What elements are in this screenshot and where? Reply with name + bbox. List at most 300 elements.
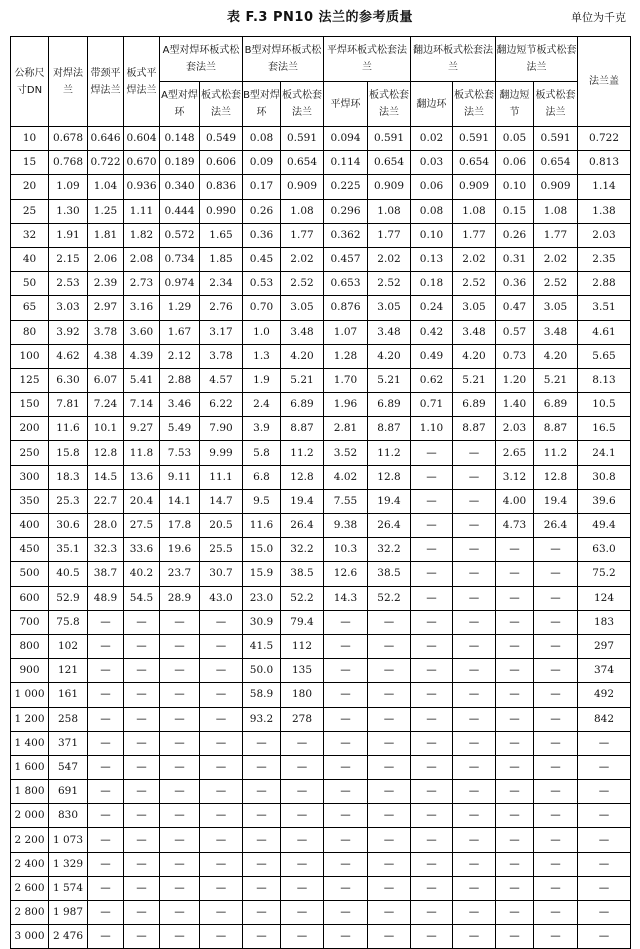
- table-cell: 2.88: [160, 368, 200, 392]
- table-cell: —: [534, 755, 578, 779]
- table-cell: 0.26: [496, 223, 534, 247]
- table-cell: 30.6: [49, 514, 88, 538]
- cell-dn: 32: [11, 223, 49, 247]
- cell-dn: 20: [11, 175, 49, 199]
- table-cell: —: [88, 707, 124, 731]
- table-cell: —: [534, 634, 578, 658]
- table-cell: 52.2: [368, 586, 411, 610]
- table-cell: —: [453, 901, 496, 925]
- table-cell: 547: [49, 755, 88, 779]
- table-cell: 5.21: [368, 368, 411, 392]
- table-cell: 0.653: [324, 272, 368, 296]
- table-cell: —: [124, 683, 160, 707]
- table-cell: 23.7: [160, 562, 200, 586]
- table-cell: 2.02: [534, 247, 578, 271]
- table-cell: 8.13: [578, 368, 631, 392]
- table-cell: —: [411, 876, 453, 900]
- cell-dn: 40: [11, 247, 49, 271]
- table-cell: 2.52: [368, 272, 411, 296]
- table-cell: —: [411, 659, 453, 683]
- table-cell: —: [200, 683, 243, 707]
- table-cell: —: [160, 876, 200, 900]
- table-cell: 2.06: [88, 247, 124, 271]
- table-cell: —: [453, 804, 496, 828]
- cell-dn: 300: [11, 465, 49, 489]
- table-row: [11, 223, 631, 247]
- table-cell: —: [124, 755, 160, 779]
- table-cell: 0.114: [324, 151, 368, 175]
- table-cell: 2.02: [368, 247, 411, 271]
- table-cell: 8.87: [281, 417, 324, 441]
- table-cell: 10.3: [324, 538, 368, 562]
- table-cell: 2.4: [243, 393, 281, 417]
- table-cell: 23.0: [243, 586, 281, 610]
- table-cell: 6.07: [88, 368, 124, 392]
- table-cell: —: [578, 755, 631, 779]
- table-row: [11, 683, 631, 707]
- table-cell: 8.87: [368, 417, 411, 441]
- table-cell: —: [453, 634, 496, 658]
- cell-dn: 50: [11, 272, 49, 296]
- table-cell: 124: [578, 586, 631, 610]
- table-cell: —: [411, 465, 453, 489]
- table-cell: —: [453, 586, 496, 610]
- table-cell: 52.9: [49, 586, 88, 610]
- table-cell: 1.04: [88, 175, 124, 199]
- table-cell: 4.38: [88, 344, 124, 368]
- header-group-b: B型对焊环板式松套法兰: [243, 37, 324, 82]
- table-cell: 11.6: [49, 417, 88, 441]
- table-cell: 0.18: [411, 272, 453, 296]
- table-cell: 102: [49, 634, 88, 658]
- table-cell: —: [281, 901, 324, 925]
- table-cell: —: [88, 901, 124, 925]
- table-cell: —: [368, 731, 411, 755]
- table-cell: 374: [578, 659, 631, 683]
- table-cell: 0.591: [368, 127, 411, 151]
- table-cell: —: [88, 876, 124, 900]
- table-row: [11, 320, 631, 344]
- table-cell: 20.5: [200, 514, 243, 538]
- table-cell: —: [368, 780, 411, 804]
- header-butt-weld: 对焊法兰: [49, 37, 88, 127]
- cell-dn: 10: [11, 127, 49, 151]
- table-cell: 0.09: [243, 151, 281, 175]
- table-cell: —: [453, 538, 496, 562]
- header-group-e-ring: 翻边短节: [496, 82, 534, 127]
- table-cell: —: [88, 755, 124, 779]
- table-cell: 3.78: [200, 344, 243, 368]
- table-cell: 11.2: [281, 441, 324, 465]
- table-cell: 183: [578, 610, 631, 634]
- table-cell: —: [160, 659, 200, 683]
- table-cell: 0.572: [160, 223, 200, 247]
- table-cell: —: [124, 610, 160, 634]
- table-cell: 1.29: [160, 296, 200, 320]
- table-cell: 7.90: [200, 417, 243, 441]
- table-cell: —: [578, 901, 631, 925]
- table-cell: 1.77: [453, 223, 496, 247]
- table-cell: 4.20: [281, 344, 324, 368]
- table-cell: 112: [281, 634, 324, 658]
- table-row: [11, 707, 631, 731]
- table-cell: —: [88, 634, 124, 658]
- table-cell: —: [160, 731, 200, 755]
- table-cell: 2.97: [88, 296, 124, 320]
- table-cell: 1 574: [49, 876, 88, 900]
- table-cell: —: [534, 731, 578, 755]
- table-cell: 1.9: [243, 368, 281, 392]
- table-cell: 3.92: [49, 320, 88, 344]
- table-cell: —: [534, 828, 578, 852]
- table-cell: —: [124, 852, 160, 876]
- table-cell: 14.1: [160, 489, 200, 513]
- table-cell: —: [453, 610, 496, 634]
- table-cell: 3.51: [578, 296, 631, 320]
- table-cell: —: [243, 780, 281, 804]
- table-cell: 19.4: [281, 489, 324, 513]
- cell-dn: 450: [11, 538, 49, 562]
- cell-dn: 250: [11, 441, 49, 465]
- table-cell: —: [200, 707, 243, 731]
- table-cell: 1.77: [368, 223, 411, 247]
- table-cell: 1.30: [49, 199, 88, 223]
- table-cell: 1.08: [368, 199, 411, 223]
- table-row: [11, 610, 631, 634]
- table-cell: 43.0: [200, 586, 243, 610]
- table-cell: 4.00: [496, 489, 534, 513]
- table-cell: 0.654: [534, 151, 578, 175]
- table-cell: —: [411, 562, 453, 586]
- table-cell: —: [534, 586, 578, 610]
- table-cell: 3.16: [124, 296, 160, 320]
- table-cell: 0.974: [160, 272, 200, 296]
- table-cell: —: [368, 925, 411, 949]
- table-cell: 830: [49, 804, 88, 828]
- table-cell: 54.5: [124, 586, 160, 610]
- table-cell: 4.02: [324, 465, 368, 489]
- table-cell: 0.670: [124, 151, 160, 175]
- table-cell: 2.52: [534, 272, 578, 296]
- table-cell: 0.734: [160, 247, 200, 271]
- cell-dn: 100: [11, 344, 49, 368]
- table-cell: 19.4: [534, 489, 578, 513]
- table-cell: —: [496, 659, 534, 683]
- table-cell: 0.53: [243, 272, 281, 296]
- table-row: [11, 876, 631, 900]
- table-cell: —: [124, 780, 160, 804]
- header-group-d-ring: 翻边环: [411, 82, 453, 127]
- table-cell: —: [124, 828, 160, 852]
- table-cell: —: [534, 780, 578, 804]
- table-cell: —: [411, 634, 453, 658]
- table-cell: 1.08: [453, 199, 496, 223]
- table-cell: 2.08: [124, 247, 160, 271]
- table-cell: 4.20: [534, 344, 578, 368]
- table-cell: —: [281, 876, 324, 900]
- table-cell: —: [496, 852, 534, 876]
- table-cell: —: [496, 925, 534, 949]
- table-cell: 1.0: [243, 320, 281, 344]
- table-cell: 4.20: [368, 344, 411, 368]
- table-cell: —: [124, 925, 160, 949]
- table-row: [11, 368, 631, 392]
- table-cell: 50.0: [243, 659, 281, 683]
- table-cell: 4.61: [578, 320, 631, 344]
- table-title: 表 F.3 PN10 法兰的参考质量: [226, 10, 414, 25]
- table-cell: 39.6: [578, 489, 631, 513]
- table-cell: —: [453, 707, 496, 731]
- table-cell: 1.20: [496, 368, 534, 392]
- table-cell: 9.99: [200, 441, 243, 465]
- table-cell: —: [496, 562, 534, 586]
- table-cell: 0.15: [496, 199, 534, 223]
- header-group-e-plate: 板式松套法兰: [534, 82, 578, 127]
- table-cell: 40.2: [124, 562, 160, 586]
- table-row: [11, 828, 631, 852]
- table-cell: 0.909: [453, 175, 496, 199]
- table-cell: —: [160, 634, 200, 658]
- table-row: [11, 562, 631, 586]
- table-cell: 9.5: [243, 489, 281, 513]
- table-cell: —: [411, 586, 453, 610]
- table-cell: 3.48: [534, 320, 578, 344]
- table-cell: 0.10: [496, 175, 534, 199]
- header-group-b-plate: 板式松套法兰: [281, 82, 324, 127]
- table-cell: 1.67: [160, 320, 200, 344]
- table-cell: —: [200, 780, 243, 804]
- table-row: [11, 441, 631, 465]
- table-cell: —: [243, 828, 281, 852]
- table-cell: —: [534, 707, 578, 731]
- cell-dn: 2 600: [11, 876, 49, 900]
- table-cell: —: [160, 755, 200, 779]
- table-cell: 8.87: [534, 417, 578, 441]
- table-cell: 1.25: [88, 199, 124, 223]
- table-cell: 0.03: [411, 151, 453, 175]
- table-cell: —: [411, 683, 453, 707]
- table-cell: 3.48: [368, 320, 411, 344]
- table-cell: —: [200, 901, 243, 925]
- table-row: [11, 247, 631, 271]
- table-cell: 13.6: [124, 465, 160, 489]
- table-cell: —: [200, 925, 243, 949]
- table-cell: 842: [578, 707, 631, 731]
- table-cell: —: [411, 489, 453, 513]
- table-cell: 0.909: [534, 175, 578, 199]
- table-cell: —: [200, 755, 243, 779]
- table-cell: 0.722: [88, 151, 124, 175]
- table-cell: 121: [49, 659, 88, 683]
- table-cell: 11.6: [243, 514, 281, 538]
- table-cell: 32.2: [281, 538, 324, 562]
- table-cell: —: [578, 852, 631, 876]
- table-cell: 2.39: [88, 272, 124, 296]
- table-cell: 0.094: [324, 127, 368, 151]
- cell-dn: 1 000: [11, 683, 49, 707]
- table-cell: 0.646: [88, 127, 124, 151]
- table-cell: 2.02: [453, 247, 496, 271]
- header-neck-slip-on: 带颈平焊法兰: [88, 37, 124, 127]
- table-cell: —: [200, 828, 243, 852]
- table-cell: 52.2: [281, 586, 324, 610]
- table-cell: 492: [578, 683, 631, 707]
- table-cell: 35.1: [49, 538, 88, 562]
- table-cell: 0.678: [49, 127, 88, 151]
- table-cell: 3.48: [281, 320, 324, 344]
- table-cell: 18.3: [49, 465, 88, 489]
- table-cell: —: [534, 538, 578, 562]
- header-dn: 公称尺寸DN: [11, 37, 49, 127]
- table-cell: —: [324, 876, 368, 900]
- table-cell: 28.0: [88, 514, 124, 538]
- table-cell: —: [124, 876, 160, 900]
- table-cell: 15.0: [243, 538, 281, 562]
- table-cell: —: [160, 852, 200, 876]
- table-cell: 0.17: [243, 175, 281, 199]
- table-cell: —: [324, 828, 368, 852]
- table-cell: 11.2: [368, 441, 411, 465]
- table-cell: 14.3: [324, 586, 368, 610]
- header-group-a: A型对焊环板式松套法兰: [160, 37, 243, 82]
- table-cell: —: [124, 731, 160, 755]
- table-cell: 1.11: [124, 199, 160, 223]
- table-cell: 0.10: [411, 223, 453, 247]
- table-cell: —: [243, 852, 281, 876]
- table-row: [11, 199, 631, 223]
- table-cell: 1.70: [324, 368, 368, 392]
- table-cell: —: [534, 562, 578, 586]
- table-cell: —: [368, 659, 411, 683]
- table-row: [11, 852, 631, 876]
- cell-dn: 900: [11, 659, 49, 683]
- table-cell: 3.05: [368, 296, 411, 320]
- table-cell: 0.549: [200, 127, 243, 151]
- table-cell: —: [324, 610, 368, 634]
- table-cell: —: [578, 876, 631, 900]
- header-blind: 法兰盖: [578, 37, 631, 127]
- table-cell: 0.591: [534, 127, 578, 151]
- table-cell: —: [578, 804, 631, 828]
- table-cell: 58.9: [243, 683, 281, 707]
- table-cell: 2.03: [496, 417, 534, 441]
- table-cell: 0.73: [496, 344, 534, 368]
- table-cell: 6.8: [243, 465, 281, 489]
- cell-dn: 400: [11, 514, 49, 538]
- table-cell: 0.606: [200, 151, 243, 175]
- table-cell: 0.362: [324, 223, 368, 247]
- table-cell: 0.591: [453, 127, 496, 151]
- table-cell: 1 329: [49, 852, 88, 876]
- table-cell: 1.08: [281, 199, 324, 223]
- table-cell: —: [324, 780, 368, 804]
- table-cell: 180: [281, 683, 324, 707]
- table-cell: 6.89: [453, 393, 496, 417]
- cell-dn: 1 800: [11, 780, 49, 804]
- table-cell: 49.4: [578, 514, 631, 538]
- table-cell: 28.9: [160, 586, 200, 610]
- table-row: [11, 514, 631, 538]
- table-cell: 12.8: [88, 441, 124, 465]
- header-group-a-plate: 板式松套法兰: [200, 82, 243, 127]
- table-cell: —: [496, 707, 534, 731]
- table-cell: 1.14: [578, 175, 631, 199]
- table-cell: 0.49: [411, 344, 453, 368]
- table-cell: 40.5: [49, 562, 88, 586]
- table-cell: —: [496, 731, 534, 755]
- table-cell: —: [88, 804, 124, 828]
- table-cell: 25.3: [49, 489, 88, 513]
- table-cell: —: [324, 707, 368, 731]
- table-cell: 2.65: [496, 441, 534, 465]
- table-cell: 1.85: [200, 247, 243, 271]
- table-cell: 0.57: [496, 320, 534, 344]
- table-cell: —: [496, 755, 534, 779]
- table-cell: —: [324, 901, 368, 925]
- table-cell: —: [368, 755, 411, 779]
- table-row: [11, 731, 631, 755]
- table-cell: 26.4: [281, 514, 324, 538]
- table-cell: 0.340: [160, 175, 200, 199]
- table-cell: 0.05: [496, 127, 534, 151]
- table-cell: 0.722: [578, 127, 631, 151]
- table-cell: 5.21: [281, 368, 324, 392]
- table-cell: 371: [49, 731, 88, 755]
- table-cell: 11.2: [534, 441, 578, 465]
- table-cell: —: [453, 852, 496, 876]
- header-group-c-ring: 平焊环: [324, 82, 368, 127]
- table-cell: 135: [281, 659, 324, 683]
- table-cell: 1.09: [49, 175, 88, 199]
- header-group-b-ring: B型对焊环: [243, 82, 281, 127]
- table-cell: 4.39: [124, 344, 160, 368]
- table-cell: —: [324, 852, 368, 876]
- table-cell: —: [411, 925, 453, 949]
- table-cell: —: [496, 828, 534, 852]
- table-cell: —: [88, 610, 124, 634]
- table-cell: 7.55: [324, 489, 368, 513]
- table-cell: —: [88, 659, 124, 683]
- table-cell: 26.4: [368, 514, 411, 538]
- table-cell: 19.6: [160, 538, 200, 562]
- table-cell: 2.03: [578, 223, 631, 247]
- table-cell: —: [453, 780, 496, 804]
- cell-dn: 500: [11, 562, 49, 586]
- table-cell: 1.07: [324, 320, 368, 344]
- table-cell: —: [411, 901, 453, 925]
- table-cell: —: [411, 441, 453, 465]
- table-cell: —: [453, 731, 496, 755]
- table-cell: 3.05: [281, 296, 324, 320]
- table-cell: 0.990: [200, 199, 243, 223]
- table-cell: 38.7: [88, 562, 124, 586]
- table-cell: —: [243, 755, 281, 779]
- table-row: [11, 538, 631, 562]
- table-cell: 3.17: [200, 320, 243, 344]
- table-cell: —: [160, 925, 200, 949]
- table-cell: 30.8: [578, 465, 631, 489]
- table-cell: 26.4: [534, 514, 578, 538]
- header-group-a-ring: A型对焊环: [160, 82, 200, 127]
- table-cell: —: [411, 804, 453, 828]
- table-cell: —: [534, 683, 578, 707]
- table-cell: —: [496, 780, 534, 804]
- table-cell: 0.591: [281, 127, 324, 151]
- table-cell: —: [453, 876, 496, 900]
- table-row: [11, 634, 631, 658]
- table-cell: 0.654: [453, 151, 496, 175]
- table-cell: 6.89: [281, 393, 324, 417]
